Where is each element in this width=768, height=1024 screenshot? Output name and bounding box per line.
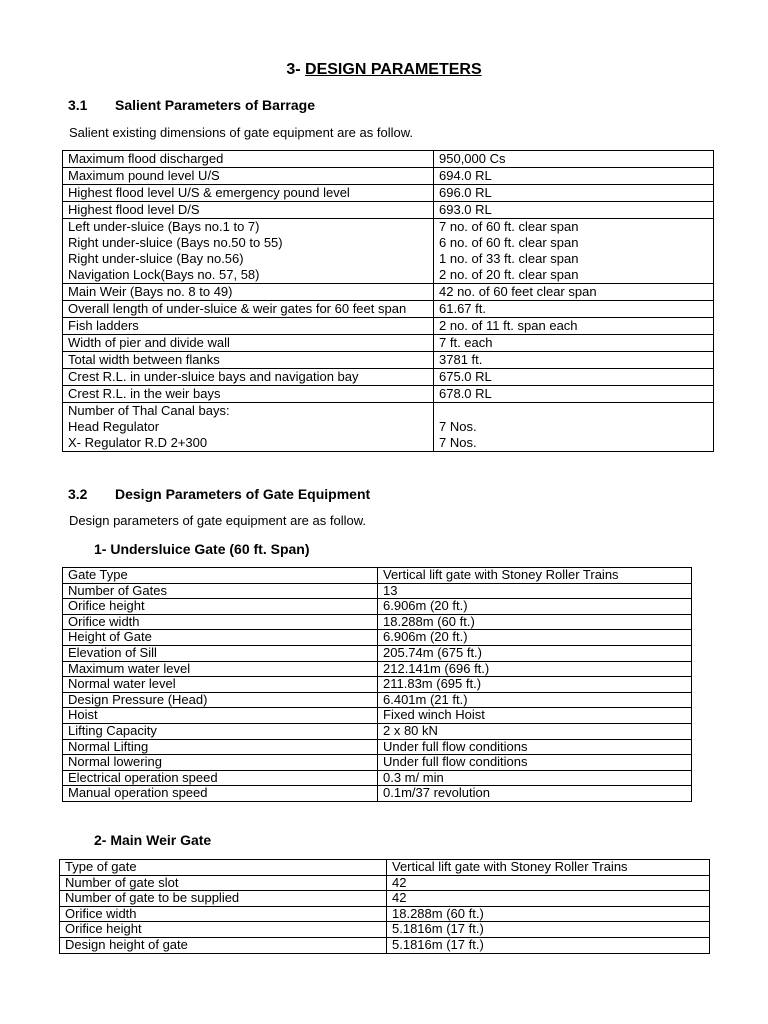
parameter-cell: Type of gate <box>60 860 387 876</box>
value-cell: 205.74m (675 ft.) <box>378 645 692 661</box>
value-cell: Under full flow conditions <box>378 739 692 755</box>
table-row <box>63 677 692 693</box>
title-text: DESIGN PARAMETERS <box>305 61 482 78</box>
value-cell: 2 x 80 kN <box>378 723 692 739</box>
table-row <box>63 352 714 369</box>
section-title: Salient Parameters of Barrage <box>115 97 315 113</box>
value-cell: 6.401m (21 ft.) <box>378 692 692 708</box>
value-cell: 42 <box>387 875 710 891</box>
table-row <box>63 369 714 386</box>
barrage-parameters-table <box>62 150 714 452</box>
parameter-cell: Highest flood level D/S <box>63 202 434 219</box>
table-row <box>60 875 710 891</box>
table-row <box>63 219 714 284</box>
parameter-cell: Maximum water level <box>63 661 378 677</box>
parameter-cell: Normal water level <box>63 677 378 693</box>
table-row <box>63 661 692 677</box>
section-title: Design Parameters of Gate Equipment <box>115 486 371 502</box>
table-row <box>63 770 692 786</box>
table-row <box>63 202 714 219</box>
page-title <box>0 61 768 79</box>
parameter-cell: Lifting Capacity <box>63 723 378 739</box>
parameter-cell: Crest R.L. in under-sluice bays and navigation bay <box>63 369 434 386</box>
table-row <box>63 568 692 584</box>
value-cell: Fixed winch Hoist <box>378 708 692 724</box>
table-row <box>60 922 710 938</box>
value-cell: 5.1816m (17 ft.) <box>387 922 710 938</box>
undersluice-gate-table <box>62 567 692 802</box>
table-row <box>60 906 710 922</box>
table-row <box>63 614 692 630</box>
parameter-cell: Width of pier and divide wall <box>63 335 434 352</box>
parameter-cell: Number of gate to be supplied <box>60 891 387 907</box>
parameter-cell: Number of Thal Canal bays: Head Regulator X- Regulator R.D 2+300 <box>63 403 434 452</box>
table-row <box>63 708 692 724</box>
value-cell: 0.3 m/ min <box>378 770 692 786</box>
parameter-cell: Orifice height <box>63 599 378 615</box>
parameter-cell: Design Pressure (Head) <box>63 692 378 708</box>
value-cell: 42 <box>387 891 710 907</box>
parameter-cell: Crest R.L. in the weir bays <box>63 386 434 403</box>
table-body <box>63 568 692 802</box>
table-row <box>63 630 692 646</box>
value-cell: 5.1816m (17 ft.) <box>387 937 710 953</box>
parameter-cell: Normal lowering <box>63 755 378 771</box>
value-cell: 13 <box>378 583 692 599</box>
table-row <box>63 739 692 755</box>
table-row <box>63 386 714 403</box>
value-cell: 693.0 RL <box>434 202 714 219</box>
parameter-cell: Maximum pound level U/S <box>63 168 434 185</box>
section-3-2-intro: Design parameters of gate equipment are as follow. <box>69 513 367 528</box>
section-number: 3.2 <box>68 486 88 502</box>
table-row <box>63 645 692 661</box>
table-row <box>63 168 714 185</box>
main-weir-gate-table <box>59 859 710 954</box>
value-cell: 18.288m (60 ft.) <box>378 614 692 630</box>
table-row <box>63 599 692 615</box>
parameter-cell: Electrical operation speed <box>63 770 378 786</box>
value-cell: 696.0 RL <box>434 185 714 202</box>
parameter-cell: Left under-sluice (Bays no.1 to 7) Right under-sluice (Bays no.50 to 55) Right under-sluice (Bay no.56) Navigation Lock(Bays no. 57, 58) <box>63 219 434 284</box>
parameter-cell: Maximum flood discharged <box>63 151 434 168</box>
parameter-cell: Manual operation speed <box>63 786 378 802</box>
table-row <box>63 318 714 335</box>
parameter-cell: Total width between flanks <box>63 352 434 369</box>
value-cell: 678.0 RL <box>434 386 714 403</box>
value-cell: 7 ft. each <box>434 335 714 352</box>
parameter-cell: Highest flood level U/S & emergency pound level <box>63 185 434 202</box>
table-body <box>63 151 714 452</box>
parameter-cell: Orifice width <box>63 614 378 630</box>
parameter-cell: Number of Gates <box>63 583 378 599</box>
value-cell: 675.0 RL <box>434 369 714 386</box>
value-cell: 61.67 ft. <box>434 301 714 318</box>
table-row <box>63 185 714 202</box>
value-cell: 6.906m (20 ft.) <box>378 599 692 615</box>
title-prefix: 3- <box>286 61 306 78</box>
parameter-cell: Elevation of Sill <box>63 645 378 661</box>
value-cell: 694.0 RL <box>434 168 714 185</box>
parameter-cell: Height of Gate <box>63 630 378 646</box>
value-cell: 42 no. of 60 feet clear span <box>434 284 714 301</box>
table-row <box>60 937 710 953</box>
table-row <box>63 692 692 708</box>
value-cell: 6.906m (20 ft.) <box>378 630 692 646</box>
table-body <box>60 860 710 954</box>
value-cell: 0.1m/37 revolution <box>378 786 692 802</box>
table-row <box>63 284 714 301</box>
value-cell: Vertical lift gate with Stoney Roller Trains <box>378 568 692 584</box>
section-3-1-heading <box>68 97 315 113</box>
parameter-cell: Main Weir (Bays no. 8 to 49) <box>63 284 434 301</box>
parameter-cell: Number of gate slot <box>60 875 387 891</box>
parameter-cell: Orifice width <box>60 906 387 922</box>
value-cell: 950,000 Cs <box>434 151 714 168</box>
table-row <box>63 151 714 168</box>
value-cell: 212.141m (696 ft.) <box>378 661 692 677</box>
value-cell: 3781 ft. <box>434 352 714 369</box>
undersluice-gate-heading: 1- Undersluice Gate (60 ft. Span) <box>94 541 310 557</box>
parameter-cell: Design height of gate <box>60 937 387 953</box>
table-row <box>63 755 692 771</box>
parameter-cell: Hoist <box>63 708 378 724</box>
value-cell: 18.288m (60 ft.) <box>387 906 710 922</box>
table-row <box>63 335 714 352</box>
main-weir-gate-heading: 2- Main Weir Gate <box>94 832 212 848</box>
value-cell: Vertical lift gate with Stoney Roller Trains <box>387 860 710 876</box>
parameter-cell: Fish ladders <box>63 318 434 335</box>
value-cell: 7 no. of 60 ft. clear span 6 no. of 60 ft. clear span 1 no. of 33 ft. clear span 2 no. of 20 ft. clear span <box>434 219 714 284</box>
table-row <box>63 403 714 452</box>
table-row <box>63 583 692 599</box>
section-3-1-intro: Salient existing dimensions of gate equipment are as follow. <box>69 125 413 140</box>
value-cell: 211.83m (695 ft.) <box>378 677 692 693</box>
parameter-cell: Normal Lifting <box>63 739 378 755</box>
value-cell: 7 Nos. 7 Nos. <box>434 403 714 452</box>
table-row <box>63 301 714 318</box>
parameter-cell: Overall length of under-sluice & weir gates for 60 feet span <box>63 301 434 318</box>
value-cell: 2 no. of 11 ft. span each <box>434 318 714 335</box>
parameter-cell: Orifice height <box>60 922 387 938</box>
parameter-cell: Gate Type <box>63 568 378 584</box>
table-row <box>63 786 692 802</box>
section-3-2-heading <box>68 486 370 502</box>
section-number: 3.1 <box>68 97 88 113</box>
table-row <box>60 860 710 876</box>
table-row <box>63 723 692 739</box>
table-row <box>60 891 710 907</box>
value-cell: Under full flow conditions <box>378 755 692 771</box>
